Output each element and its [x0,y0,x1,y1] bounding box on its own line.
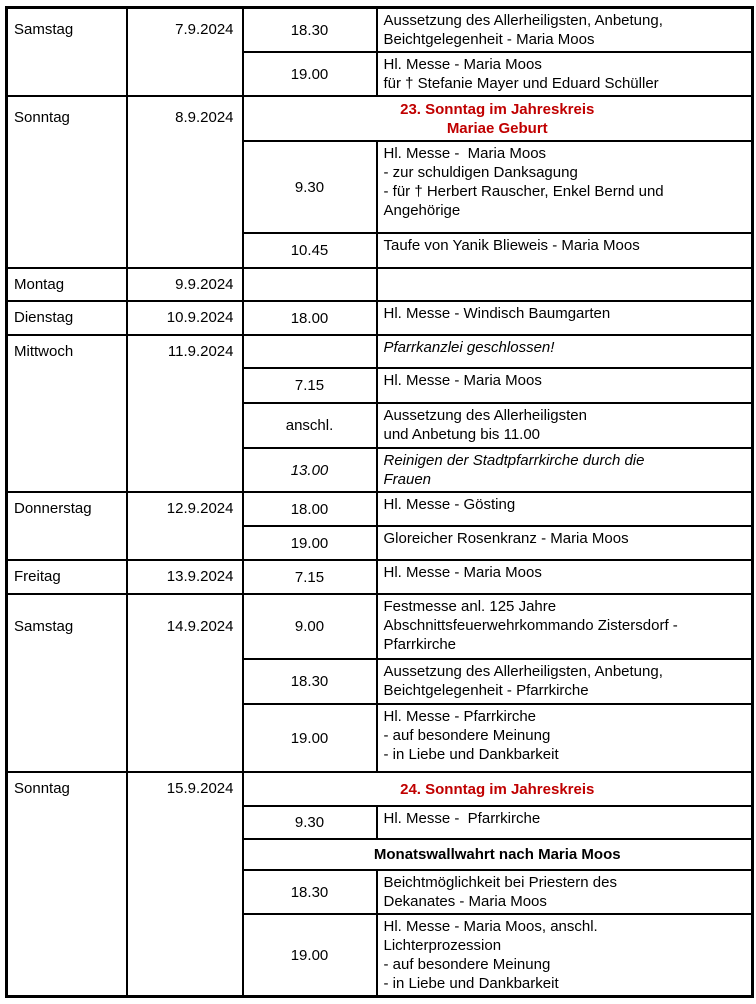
description-line: Dekanates - Maria Moos [383,893,547,910]
table-row [7,268,753,301]
date-cell: 9.9.2024 [127,268,243,301]
description-cell [377,492,753,526]
description-line: Beichtmöglichkeit bei Priestern des [383,874,617,891]
description-line: - in Liebe und Dankbarkeit [383,746,559,763]
date-cell: 7.9.2024 [127,8,243,97]
time-cell: 9.30 [243,141,377,233]
time-cell: 18.00 [243,301,377,335]
description-cell [377,526,753,560]
table-row [7,594,753,659]
date-cell: 8.9.2024 [127,96,243,268]
description-line: Aussetzung des Allerheiligsten, Anbetung, [383,663,663,680]
description-cell [377,301,753,335]
time-cell [243,335,377,368]
description-line: Hl. Messe - Windisch Baumgarten [383,305,611,322]
sunday-title-cell [243,772,753,806]
date-cell: 11.9.2024 [127,335,243,492]
sunday-title-line: 24. Sonntag im Jahreskreis [400,780,595,798]
table-row [7,96,753,141]
sunday-title-cell [243,96,753,141]
note-line: Pfarrkanzlei geschlossen! [383,339,555,356]
description-cell [377,368,753,403]
day-cell: Sonntag [7,772,127,997]
time-cell: 18.30 [243,8,377,53]
time-cell: 19.00 [243,704,377,772]
time-cell: 18.30 [243,659,377,704]
description-cell [377,806,753,839]
time-cell: anschl. [243,403,377,448]
date-cell: 15.9.2024 [127,772,243,997]
description-cell [377,52,753,96]
time-cell: 18.00 [243,492,377,526]
description-line: Beichtgelegenheit - Maria Moos [383,31,595,48]
note-cell [377,335,753,368]
time-cell: 9.00 [243,594,377,659]
day-cell: Donnerstag [7,492,127,560]
time-cell: 13.00 [243,448,377,492]
description-line: Hl. Messe - Gösting [383,496,516,513]
day-cell: Dienstag [7,301,127,335]
description-line: - auf besondere Meinung [383,956,551,973]
date-cell: 10.9.2024 [127,301,243,335]
description-line: Lichterprozession [383,937,502,954]
pilgrimage-banner-cell [243,839,753,870]
day-cell: Samstag [7,8,127,97]
sunday-title-line: Mariae Geburt [446,119,548,137]
schedule-table [5,6,754,998]
time-cell: 18.30 [243,870,377,914]
table-row [7,335,753,368]
note-cell [377,448,753,492]
table-row [7,301,753,335]
date-cell: 13.9.2024 [127,560,243,594]
table-row [7,560,753,594]
description-line: Beichtgelegenheit - Pfarrkirche [383,682,589,699]
time-cell: 19.00 [243,52,377,96]
description-line: Hl. Messe - Maria Moos [383,145,547,162]
time-cell: 19.00 [243,526,377,560]
description-line: Hl. Messe - Maria Moos [383,564,542,581]
description-line: - auf besondere Meinung [383,727,551,744]
description-line: Aussetzung des Allerheiligsten [383,407,587,424]
description-cell [377,141,753,233]
day-cell: Sonntag [7,96,127,268]
description-line: - zur schuldigen Danksagung [383,164,578,181]
description-line: - in Liebe und Dankbarkeit [383,975,559,992]
description-line: Pfarrkirche [383,636,457,653]
description-line: Taufe von Yanik Blieweis - Maria Moos [383,237,640,254]
description-cell [377,403,753,448]
description-line: Angehörige [383,202,461,219]
description-line: Gloreicher Rosenkranz - Maria Moos [383,530,629,547]
description-line: Festmesse anl. 125 Jahre [383,598,557,615]
description-line: Hl. Messe - Maria Moos, anschl. [383,918,598,935]
day-cell: Samstag [7,594,127,772]
description-line: Hl. Messe - Maria Moos [383,56,542,73]
table-row [7,772,753,806]
description-cell [377,594,753,659]
description-line: - für † Herbert Rauscher, Enkel Bernd und [383,183,664,200]
description-line: Aussetzung des Allerheiligsten, Anbetung, [383,12,663,29]
time-cell: 19.00 [243,914,377,997]
time-cell: 7.15 [243,560,377,594]
description-cell [377,560,753,594]
date-cell: 14.9.2024 [127,594,243,772]
time-cell: 10.45 [243,233,377,268]
day-cell: Montag [7,268,127,301]
description-line: für † Stefanie Mayer und Eduard Schüller [383,75,659,92]
table-row [7,8,753,53]
pilgrimage-banner-line: Monatswallwahrt nach Maria Moos [373,846,621,863]
date-cell: 12.9.2024 [127,492,243,560]
description-cell [377,659,753,704]
time-cell: 9.30 [243,806,377,839]
table-row [7,492,753,526]
time-cell: 7.15 [243,368,377,403]
description-line: Hl. Messe - Maria Moos [383,372,542,389]
description-cell [377,870,753,914]
note-line: Frauen [383,471,432,488]
sunday-title-line: 23. Sonntag im Jahreskreis [400,100,595,118]
day-cell: Freitag [7,560,127,594]
description-line: Hl. Messe - Pfarrkirche [383,810,541,827]
description-cell [377,704,753,772]
description-line: Hl. Messe - Pfarrkirche [383,708,537,725]
description-line: Abschnittsfeuerwehrkommando Zistersdorf - [383,617,678,634]
description-cell [377,8,753,53]
description-line: und Anbetung bis 11.00 [383,426,541,443]
description-cell [377,914,753,997]
note-line: Reinigen der Stadtpfarrkirche durch die [383,452,645,469]
description-cell [377,268,753,301]
day-cell: Mittwoch [7,335,127,492]
description-cell [377,233,753,268]
time-cell [243,268,377,301]
